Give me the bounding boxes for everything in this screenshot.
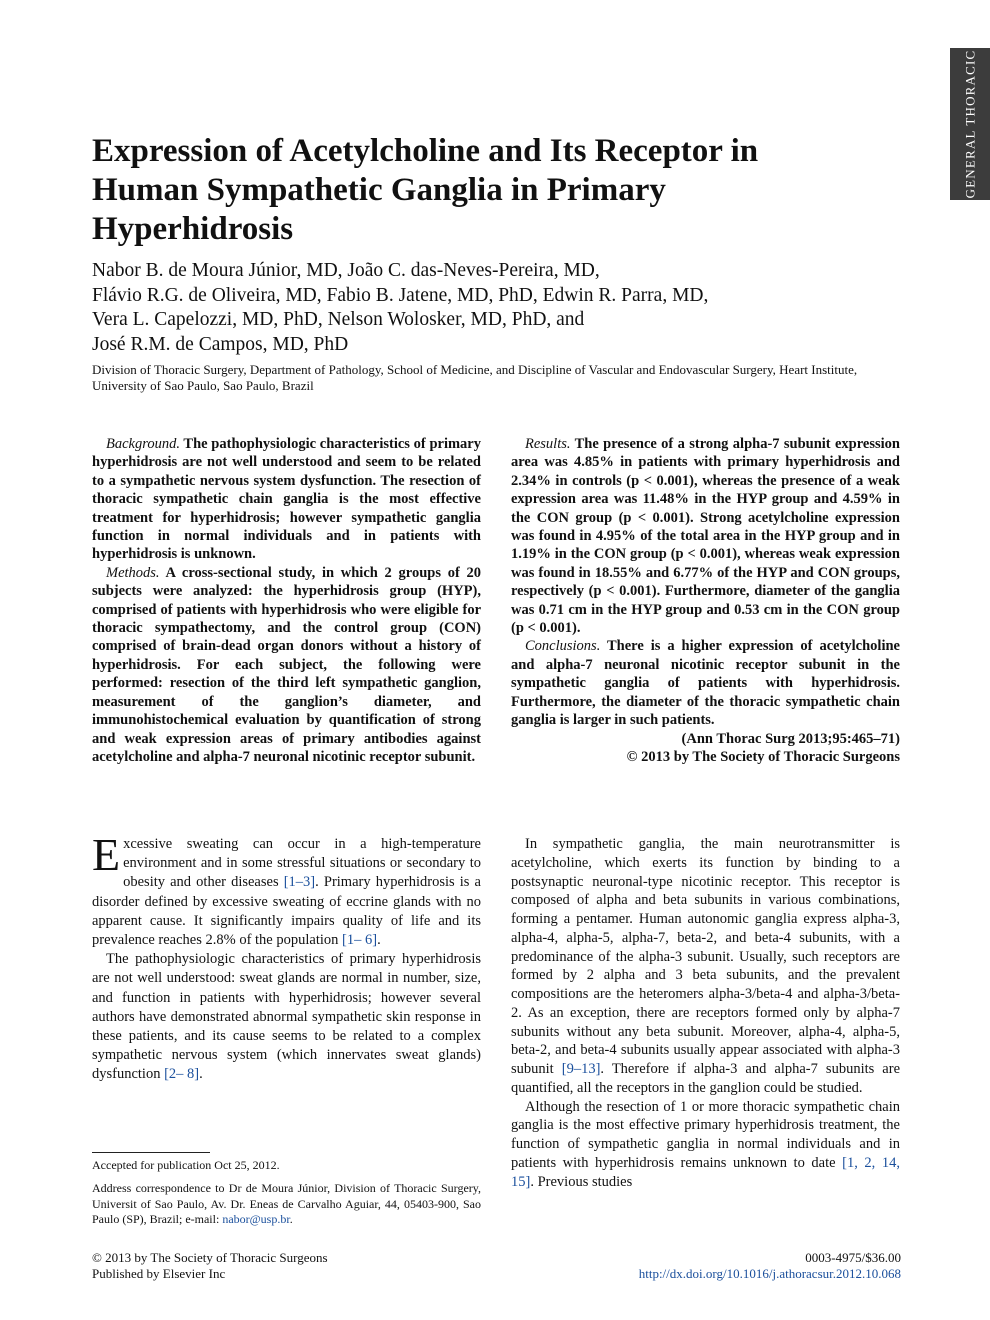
paragraph-text: .	[199, 1066, 203, 1083]
paragraph-text: xcessive sweating can occur in a high-temperature environment and in some stressful situations or secondary to obesity and other diseases	[123, 836, 481, 891]
background-label: Background.	[106, 436, 180, 452]
paragraph-text: Although the resection of 1 or more thoracic sympathetic chain ganglia is the most effective primary hyperhidrosis treatment, the function of sympathetic ganglia in normal individuals and in patients with hyperhidrosis remains unknown to date	[511, 1098, 900, 1171]
abstract-right-column	[511, 435, 900, 766]
conclusions-label: Conclusions.	[525, 638, 601, 655]
article-title: Expression of Acetylcholine and Its Receptor in Human Sympathetic Ganglia in Primary Hyperhidrosis	[92, 133, 759, 247]
body-left-column	[92, 829, 481, 1085]
drop-cap: E	[92, 829, 121, 880]
author-line: Flávio R.G. de Oliveira, MD, Fabio B. Jatene, MD, PhD, Edwin R. Parra, MD,	[92, 284, 709, 306]
footnotes	[92, 1158, 481, 1227]
body-paragraph	[92, 829, 481, 950]
abstract-results	[511, 435, 900, 637]
background-text: The pathophysiologic characteristics of primary hyperhidrosis are not well understood and seem to be related to a sympathetic nervous system dysfunction. The resection of thoracic sympathetic chain ganglia is the most effective treatment for hyperhidrosis; however sympathetic ganglia function in normal individuals and in patients with hyperhidrosis is unknown.	[92, 436, 481, 563]
address-text: .	[289, 1211, 293, 1226]
section-tab	[950, 48, 990, 200]
email-link[interactable]: nabor@usp.br	[222, 1211, 290, 1226]
abstract-copyright: © 2013 by The Society of Thoracic Surgeons	[626, 748, 900, 765]
address-text: Address correspondence to Dr de Moura Júnior, Division of Thoracic Surgery, Universit of Sao Paulo, Av. Dr. Eneas de Carvalho Aguiar, 44, 05403-900, Sao Paulo (SP), Brazil; e-mail:	[92, 1181, 481, 1226]
footer-publisher: Published by Elsevier Inc	[92, 1266, 226, 1281]
body-paragraph	[511, 835, 900, 1098]
footnote-divider	[92, 1152, 210, 1153]
paragraph-text: . Therefore if alpha-3 and alpha-7 subunits are quantified, all the receptors in the ganglion could be studied.	[511, 1061, 901, 1096]
body-paragraph	[511, 1098, 900, 1192]
affiliation: Division of Thoracic Surgery, Department of Pathology, School of Medicine, and Discipline of Vascular and Endovascular Surgery, Heart Institute, University of Sao Paulo, Sao Paulo, Brazil	[92, 362, 858, 393]
footer-issn-price: 0003-4975/$36.00	[805, 1250, 901, 1265]
paragraph-text: . Primary hyperhidrosis is a disorder defined by excessive sweating of eccrine glands with no apparent cause. It significantly impairs quality of life and its prevalence reaches 2.8% of the population	[92, 874, 481, 949]
results-text: The presence of a strong alpha-7 subunit expression area was 4.85% in patients with primary hyperhidrosis and 2.34% in controls (p < 0.001), whereas the presence of a weak expression area was 11.48% in the HYP group and 4.59% in the CON group (p < 0.001). Strong acetylcholine expression was found in 4.95% of the total area in the HYP group and in 1.19% in the CON group (p < 0.001), whereas weak expression was found in 18.55% and 6.77% of the HYP and CON groups, respectively (p < 0.001). Furthermore, diameter of the ganglia was 0.71 cm in the HYP group and 0.53 cm in the CON group (p < 0.001).	[511, 436, 900, 637]
methods-label: Methods.	[106, 564, 160, 581]
doi-link[interactable]: http://dx.doi.org/10.1016/j.athoracsur.2012.10.068	[638, 1266, 901, 1281]
body-paragraph	[92, 950, 481, 1084]
paragraph-text: The pathophysiologic characteristics of primary hyperhidrosis are not well understood: sweat glands are normal in number, size, and function in patients with hyperhidrosis; however several authors have demonstrated abnormal sympathetic skin response in these patients, and its cause seems to be related to a complex sympathetic nervous system (which innervates sweat glands) dysfunction	[92, 951, 481, 1083]
methods-text: A cross-sectional study, in which 2 groups of 20 subjects were analyzed: the hyperhidrosis group (HYP), comprised of patients with hyperhidrosis who were eligible for thoracic sympathectomy, and the control group (CON) comprised of brain-dead organ donors without a history of hyperhidrosis. For each subject, the following were performed: resection of the third left sympathetic ganglion, measurement of the ganglion’s diameter, and immunohistochemical evaluation by quantification of strong and weak expression areas of primary antibodies against acetylcholine and alpha-7 neuronal nicotinic receptor subunit.	[92, 564, 482, 765]
journal-citation: (Ann Thorac Surg 2013;95:465–71)	[681, 730, 900, 747]
reference-link[interactable]: [2– 8]	[164, 1066, 200, 1083]
body-right-column	[511, 835, 900, 1191]
author-list	[92, 259, 872, 357]
reference-link[interactable]: [1, 2, 14, 15]	[511, 1154, 900, 1190]
accepted-date: Accepted for publication Oct 25, 2012.	[92, 1158, 280, 1172]
reference-link[interactable]: [1– 6]	[342, 932, 378, 949]
paragraph-text: .	[377, 932, 381, 949]
reference-link[interactable]: [1–3]	[283, 874, 316, 891]
abstract-conclusions	[511, 637, 900, 729]
reference-link[interactable]: [9–13]	[561, 1061, 601, 1077]
section-tab-label: GENERAL THORACIC	[962, 49, 977, 199]
author-line: José R.M. de Campos, MD, PhD	[92, 333, 349, 355]
paragraph-text: In sympathetic ganglia, the main neurotransmitter is acetylcholine, which exerts its function by binding to a postsynaptic neuronal-type nicotinic receptor. This receptor is composed of alpha and beta subunits in various combinations, forming a pentamer. Human autonomic ganglia express alpha-3, alpha-4, alpha-5, alpha-7, beta-2, and beta-4 subunits, with a predominance of the alpha-3 subunit. Usually, such receptors are formed by 2 alpha and 3 beta subunits, and the prevalent compositions are the heteromers alpha-3/beta-4 and alpha-3/beta-2. As an exception, there are receptors formed only by alpha-7 subunits without any beta subunit. Moreover, alpha-4, alpha-5, beta-2, and beta-4 subunits usually appear associated with alpha-3 subunit	[511, 836, 900, 1077]
footer-left	[92, 1250, 328, 1282]
abstract-left-column	[92, 435, 481, 766]
footer-right	[639, 1250, 901, 1282]
author-line: Nabor B. de Moura Júnior, MD, João C. das-Neves-Pereira, MD,	[92, 260, 600, 281]
author-line: Vera L. Capelozzi, MD, PhD, Nelson Wolosker, MD, PhD, and	[92, 309, 585, 330]
conclusions-text: There is a higher expression of acetylcholine and alpha-7 neuronal nicotinic receptor subunit in the sympathetic ganglia of patients with hyperhidrosis. Furthermore, the diameter of the thoracic sympathetic chain ganglia is larger in such patients.	[511, 638, 900, 729]
paragraph-text: . Previous studies	[530, 1173, 633, 1190]
footer-copyright: © 2013 by The Society of Thoracic Surgeons	[92, 1250, 328, 1265]
results-label: Results.	[525, 436, 571, 452]
correspondence-address	[92, 1181, 481, 1227]
abstract-methods	[92, 564, 481, 766]
abstract-background	[92, 435, 481, 564]
